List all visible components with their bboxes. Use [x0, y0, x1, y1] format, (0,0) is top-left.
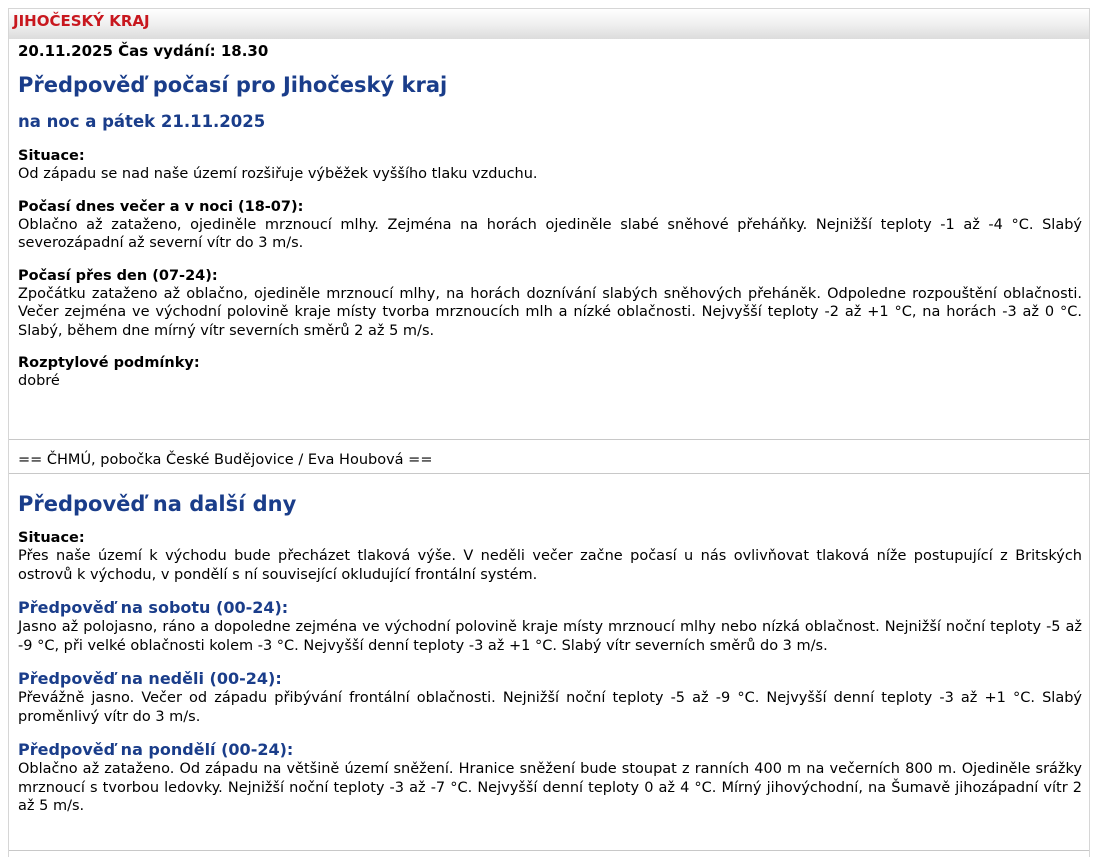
region-header-bar [9, 9, 1089, 39]
outlook-day-sunday [18, 669, 1082, 726]
section-title: Rozptylové podmínky: [18, 355, 200, 371]
section-evening-night [18, 198, 1082, 253]
forecast-subtitle: na noc a pátek 21.11.2025 [18, 112, 266, 131]
section-title: Situace: [18, 530, 85, 546]
outlook-content [18, 483, 1082, 816]
outlook-title: Předpověď na další dny [18, 492, 297, 516]
section-title: Počasí dnes večer a v noci (18-07): [18, 198, 304, 215]
forecast-panel [8, 8, 1090, 857]
section-situation [18, 147, 1082, 184]
section-text: Od západu se nad naše území rozšiřuje výběžek vyššího tlaku vzduchu. [18, 166, 538, 182]
section-dispersion [18, 354, 1082, 391]
region-title: JIHOČESKÝ KRAJ [13, 12, 150, 30]
forecast-content [18, 39, 1082, 391]
section-text: dobré [18, 373, 60, 389]
section-title: Počasí přes den (07-24): [18, 267, 218, 284]
section-text: Oblačno až zataženo, ojediněle mrznoucí mlhy. Zejména na horách ojediněle slabé sněhové přeháňky. Nejnižší teploty -1 až -4 °C. Slabý severozápadní až severní vítr do 3 m/s. [18, 216, 1082, 251]
forecast-title: Předpověď počasí pro Jihočeský kraj [18, 73, 448, 97]
outlook-day-saturday [18, 598, 1082, 655]
outlook-day-monday [18, 740, 1082, 816]
day-text: Převážně jasno. Večer od západu přibývání frontální oblačnosti. Nejnižší noční teploty -5 až -9 °C. Nejvyšší denní teploty -3 až +1 °C. Slabý proměnlivý vítr do 3 m/s. [18, 690, 1082, 725]
section-text: Zpočátku zataženo až oblačno, ojediněle mrznoucí mlhy, na horách doznívání slabých sněhových přeháněk. Odpoledne rozpouštění oblačnosti. Večer zejména ve východní polovině kraje místy tvorba mrznoucích mlh a nízké oblačnosti. Nejvyšší teploty -2 až +1 °C, na horách -3 až 0 °C. Slabý, během dne mírný vítr severních směrů 2 až 5 m/s. [18, 285, 1082, 339]
section-text: Přes naše území k východu bude přecházet tlaková výše. V neděli večer začne počasí u nás ovlivňovat tlaková níže postupující z Britských ostrovů k východu, v pondělí s ní související okludující frontální systém. [18, 548, 1082, 583]
day-text: Oblačno až zataženo. Od západu na většině území sněžení. Hranice sněžení bude stoupat z ranních 400 m na večerních 800 m. Ojediněle srážky mrznoucí s tvorbou ledovky. Nejnižší noční teploty -3 až -7 °C. Nejvyšší denní teploty 0 až 4 °C. Mírný jihovýchodní, na Šumavě jihozápadní vítr 2 až 5 m/s. [18, 761, 1082, 814]
author-signature: == ČHMÚ, pobočka České Budějovice / Eva Houbová == [18, 452, 433, 468]
issue-date: 20.11.2025 Čas vydání: 18.30 [18, 42, 269, 60]
day-text: Jasno až polojasno, ráno a dopoledne zejména ve východní polovině kraje místy mrznoucí mlhy nebo nízká oblačnost. Nejnižší noční teploty -5 až -9 °C, při velké oblačnosti kolem -3 °C. Nejvyšší denní teploty -3 až +1 °C. Slabý vítr severních směrů do 3 m/s. [18, 619, 1082, 654]
divider [9, 439, 1089, 440]
divider [9, 850, 1089, 851]
day-title: Předpověď na neděli (00-24): [18, 669, 282, 688]
day-title: Předpověď na sobotu (00-24): [18, 598, 289, 617]
section-title: Situace: [18, 148, 85, 164]
section-daytime [18, 267, 1082, 341]
outlook-situation [18, 529, 1082, 584]
divider [9, 473, 1089, 474]
day-title: Předpověď na pondělí (00-24): [18, 740, 294, 759]
